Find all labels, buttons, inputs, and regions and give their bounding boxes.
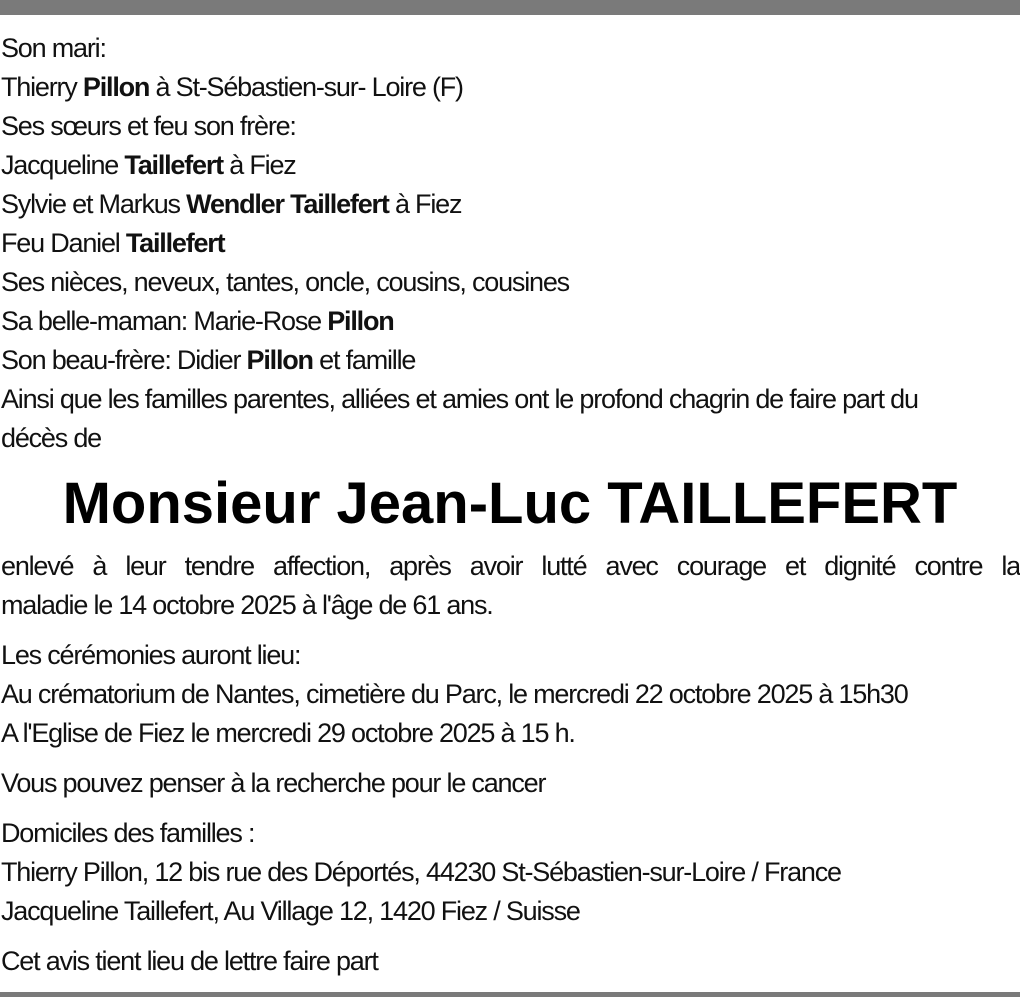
sister-1-first-name: Jacqueline [1, 150, 125, 180]
siblings-heading-text: Ses sœurs et feu son frère: [1, 111, 296, 141]
brother-in-law-label: Son beau-frère: Didier [1, 345, 247, 375]
husband-line [1, 68, 1020, 107]
mother-in-law-line [1, 302, 1020, 341]
siblings-heading [1, 107, 1020, 146]
sister-1-location: à Fiez [222, 150, 296, 180]
sister-1-line [1, 146, 1020, 185]
announcement-line-2 [1, 419, 1020, 458]
husband-first-name: Thierry [1, 72, 83, 102]
mother-in-law-label: Sa belle-maman: Marie-Rose [1, 306, 328, 336]
brother-in-law-line [1, 341, 1020, 380]
extended-family-line [1, 263, 1020, 302]
brother-in-law-surname: Pillon [246, 345, 313, 375]
spacer [1, 931, 1020, 942]
sister-1-surname: Taillefert [124, 150, 223, 180]
donation-note: Vous pouvez penser à la recherche pour le cancer [1, 768, 546, 798]
sister-2-surname: Wendler Taillefert [186, 189, 389, 219]
domicile-2: Jacqueline Taillefert, Au Village 12, 1420 Fiez / Suisse [1, 896, 580, 926]
extended-family-text: Ses nièces, neveux, tantes, oncle, cousins, cousines [1, 267, 569, 297]
top-rule [0, 0, 1020, 15]
mother-in-law-surname: Pillon [327, 306, 394, 336]
husband-heading [1, 29, 1020, 68]
husband-location: à St-Sébastien-sur- Loire (F) [149, 72, 463, 102]
brother-in-law-suffix: et famille [312, 345, 416, 375]
domiciles-heading: Domiciles des familles : [1, 818, 255, 848]
domicile-1: Thierry Pillon, 12 bis rue des Déportés, 44230 St-Sébastien-sur-Loire / France [1, 857, 841, 887]
spacer [1, 625, 1020, 636]
notice-details [1, 547, 1020, 981]
husband-surname: Pillon [82, 72, 150, 102]
brother-surname: Taillefert [125, 228, 225, 258]
ceremonies-heading: Les cérémonies auront lieu: [1, 640, 301, 670]
brother-line [1, 224, 1020, 263]
affection-line-2: maladie le 14 octobre 2025 à l'âge de 61 ans. [1, 590, 493, 620]
spacer [1, 753, 1020, 764]
sister-2-first-names: Sylvie et Markus [1, 189, 187, 219]
announcement-text-1: Ainsi que les familles parentes, alliées et amies ont le profond chagrin de faire part du [1, 384, 918, 414]
ceremony-church: A l'Eglise de Fiez le mercredi 29 octobre 2025 à 15 h. [1, 718, 575, 748]
brother-first-name: Feu Daniel [1, 228, 126, 258]
family-list [1, 29, 1020, 458]
sister-2-location: à Fiez [388, 189, 462, 219]
sister-2-line [1, 185, 1020, 224]
husband-heading-text: Son mari: [1, 33, 106, 63]
spacer [1, 803, 1020, 814]
announcement-text-2: décès de [1, 423, 101, 453]
closing-note: Cet avis tient lieu de lettre faire part [1, 946, 378, 976]
bottom-rule [0, 992, 1020, 997]
ceremony-cremation: Au crématorium de Nantes, cimetière du Parc, le mercredi 22 octobre 2025 à 15h30 [1, 679, 908, 709]
affection-line-1: enlevé à leur tendre affection, après avoir lutté avec courage et dignité contre la [1, 551, 1020, 581]
deceased-name: Monsieur Jean-Luc TAILLEFERT [62, 471, 958, 536]
announcement-line-1 [1, 380, 1020, 419]
